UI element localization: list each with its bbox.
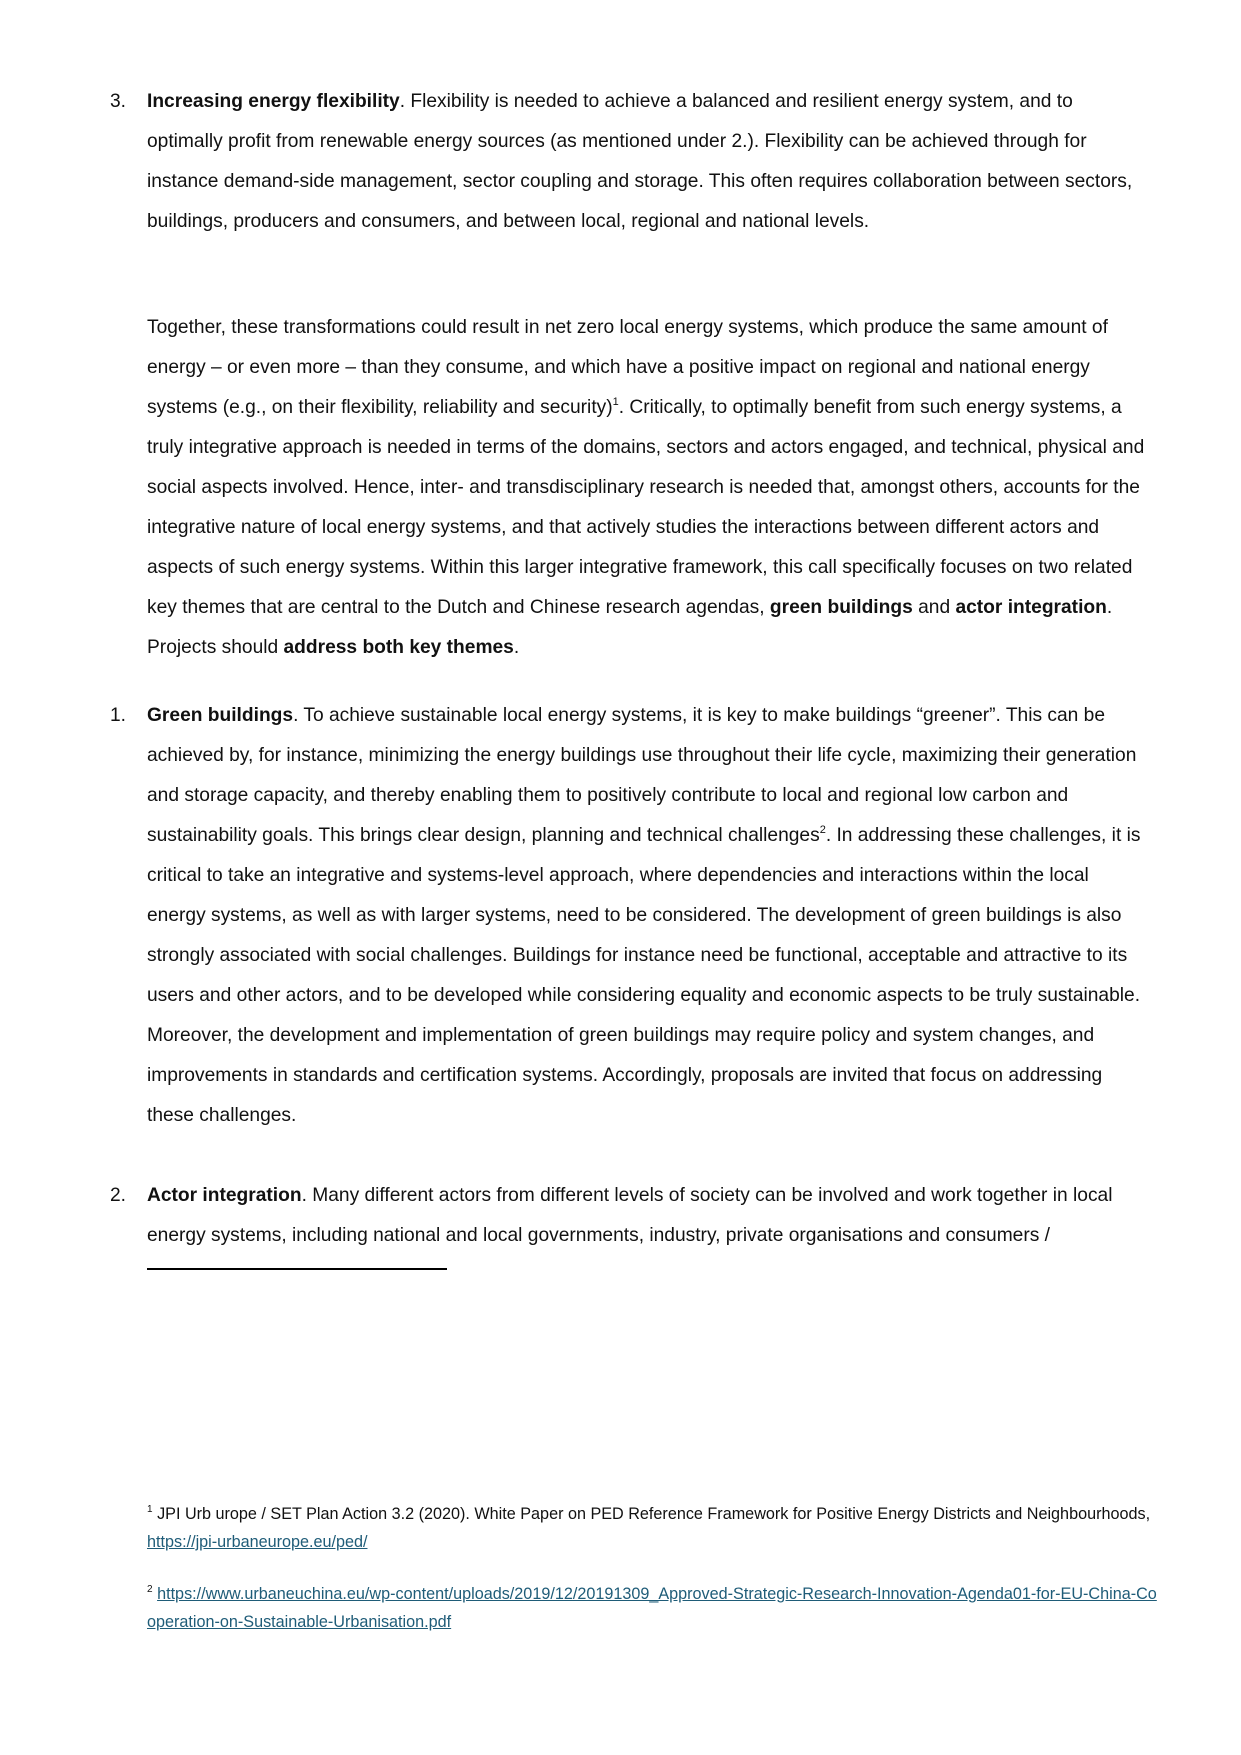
footnote-text: JPI Urb urope / SET Plan Action 3.2 (2020). White Paper on PED Reference Framework for Positive Energy Districts and Neighbourhoods, xyxy=(157,1505,1151,1523)
list-item-body xyxy=(147,1176,1147,1256)
footnote-mark: 2 xyxy=(147,1584,153,1595)
list-number: 1. xyxy=(110,705,127,726)
footnote-1 xyxy=(147,1500,1157,1556)
footnote-ref-2[interactable]: 2 xyxy=(819,824,826,836)
paragraph-text: . Projects should xyxy=(147,597,1113,658)
footnote-ref-1[interactable]: 1 xyxy=(612,396,619,408)
footnote-link[interactable]: https://www.urbaneuchina.eu/wp-content/uploads/2019/12/20191309_Approved-Strategic-Research-Innovation-Agenda01-for-EU-China-Cooperation-on-Sustainable-Urbanisation.pdf xyxy=(147,1585,1157,1631)
footnote-separator xyxy=(147,1268,447,1270)
footnote-2 xyxy=(147,1580,1157,1636)
item-title: Actor integration xyxy=(147,1185,302,1206)
item-text: . In addressing these challenges, it is critical to take an integrative and systems-level approach, where dependencies and interactions within the local energy systems, as well as with larger systems, need to be considered. The development of green buildings is also strongly associated with social challenges. Buildings for instance need be functional, acceptable and attractive to its users and other actors, and to be developed while considering equality and economic aspects to be truly sustainable. Moreover, the development and implementation of green buildings may require policy and system changes, and improvements in standards and certification systems. Accordingly, proposals are invited that focus on addressing these challenges. xyxy=(147,825,1141,1126)
intro-paragraph xyxy=(147,308,1147,668)
paragraph-text: . xyxy=(513,637,520,658)
list-number: 3. xyxy=(110,91,127,112)
paragraph-text: and xyxy=(912,597,956,618)
item-title: Increasing energy flexibility xyxy=(147,91,400,112)
list-item-body xyxy=(147,696,1147,1136)
list-item-body xyxy=(147,82,1147,242)
bold-address-both: address both key themes xyxy=(283,637,514,658)
item-text: . Flexibility is needed to achieve a balanced and resilient energy system, and to optimally profit from renewable energy sources (as mentioned under 2.). Flexibility can be achieved through for instance demand-side management, sector coupling and storage. This often requires collaboration between sectors, buildings, producers and consumers, and between local, regional and national levels. xyxy=(147,91,1133,232)
bold-actor-integration: actor integration xyxy=(955,597,1107,618)
paragraph-text: Together, these transformations could result in net zero local energy systems, which produce the same amount of energy – or even more – than they consume, and which have a positive impact on regional and national energy systems (e.g., on their flexibility, reliability and security) xyxy=(147,317,1108,418)
paragraph-text: . Critically, to optimally benefit from such energy systems, a truly integrative approach is needed in terms of the domains, sectors and actors engaged, and technical, physical and social aspects involved. Hence, inter- and transdisciplinary research is needed that, amongst others, accounts for the integrative nature of local energy systems, and that actively studies the interactions between different actors and aspects of such energy systems. Within this larger integrative framework, this call specifically focuses on two related key themes that are central to the Dutch and Chinese research agendas, xyxy=(147,397,1145,618)
bold-green-buildings: green buildings xyxy=(769,597,913,618)
footnote-mark: 1 xyxy=(147,1504,153,1515)
item-title: Green buildings xyxy=(147,705,294,726)
item-text: . To achieve sustainable local energy systems, it is key to make buildings “greener”. This can be achieved by, for instance, minimizing the energy buildings use throughout their life cycle, maximizing their generation and storage capacity, and thereby enabling them to positively contribute to local and regional low carbon and sustainability goals. This brings clear design, planning and technical challenges xyxy=(147,705,1137,846)
item-text: . Many different actors from different levels of society can be involved and work together in local energy systems, including national and local governments, industry, private organisations and consumers / xyxy=(147,1185,1113,1246)
footnote-link[interactable]: https://jpi-urbaneurope.eu/ped/ xyxy=(147,1533,368,1551)
list-number: 2. xyxy=(110,1185,127,1206)
